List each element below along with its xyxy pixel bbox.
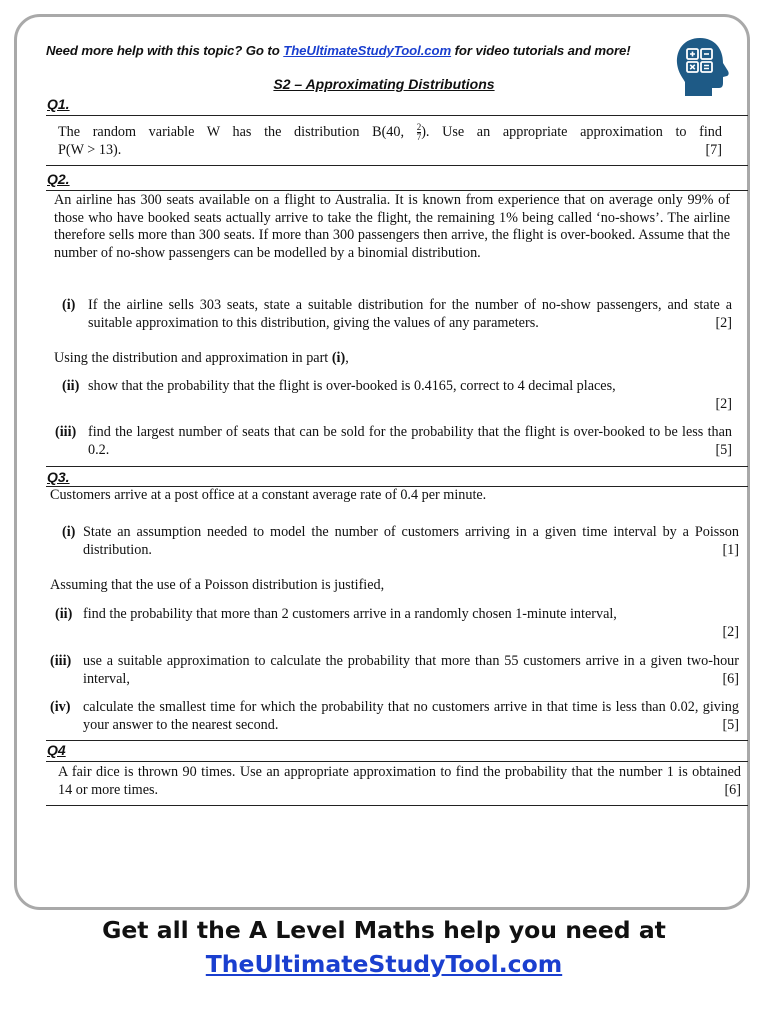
worksheet-title: S2 – Approximating Distributions	[273, 76, 495, 92]
q3-part-iii	[50, 653, 739, 689]
q4-marks: [6]	[724, 781, 741, 798]
q3-iii-number: (iii)	[50, 653, 72, 669]
q2-iii-marks: [5]	[715, 441, 732, 458]
q3-ii-number: (ii)	[55, 606, 73, 622]
q3-label: Q3.	[47, 469, 70, 485]
q3-iv-text: calculate the smallest time for which the probability that no customers arrive in that time is less than 0.02, giving your answer to the nearest second.	[83, 699, 739, 733]
q2-intro: An airline has 300 seats available on a flight to Australia. It is known from experience that on average only 99% of those who have booked seats actually arrive to take the flight, the remaining 1% being called ‘no-shows’. The airline therefore sells more than 300 seats. If more than 300 passengers then arrive, the flight is over-booked. Assume that the number of no-show passengers can be modelled by a binomial distribution.	[54, 192, 730, 261]
q3-iv-marks: [5]	[722, 716, 739, 733]
q2-part-ii	[62, 378, 732, 414]
q2-iii-number: (iii)	[55, 424, 77, 440]
q1-text	[58, 123, 722, 160]
q4-text: A fair dice is thrown 90 times. Use an appropriate approximation to find the probability that the number 1 is obtained 14 or more times. [6]	[58, 764, 741, 798]
q4-label: Q4	[47, 742, 66, 758]
q2-label: Q2.	[47, 171, 70, 187]
q1-marks: [7]	[705, 142, 722, 158]
q2-i-marks: [2]	[715, 314, 732, 331]
q1-top-rule	[46, 115, 748, 116]
q1-line2: P(W > 13).	[58, 142, 122, 158]
q3-intro: Customers arrive at a post office at a constant average rate of 0.4 per minute.	[50, 487, 487, 503]
q2-ii-number: (ii)	[62, 378, 80, 394]
q2-i-number: (i)	[62, 297, 76, 313]
q3-part-i	[62, 524, 739, 560]
q2-bottom-rule	[46, 466, 748, 467]
help-banner	[46, 43, 686, 58]
q2-ii-text: show that the probability that the flight is over-booked is 0.4165, correct to 4 decimal places,	[88, 378, 616, 394]
q3-part-iv	[50, 699, 739, 735]
q2-part-i	[62, 297, 732, 333]
banner-link[interactable]: TheUltimateStudyTool.com	[283, 43, 452, 58]
q4-bottom-rule	[46, 805, 748, 806]
q1-text-a: The random variable W has the distribution B(40,	[58, 123, 417, 140]
q2-part-iii	[55, 424, 732, 460]
q3-i-number: (i)	[62, 524, 76, 540]
q1-fraction: $\frac{2}{7}$	[416, 122, 422, 142]
q3-iii-marks: [6]	[722, 670, 739, 687]
q3-i-marks: [1]	[722, 541, 739, 558]
q3-i-text: State an assumption needed to model the number of customers arriving in a given time interval by a Poisson distribution.	[83, 524, 739, 558]
q3-ii-marks: [2]	[722, 623, 739, 640]
q1-label: Q1.	[47, 96, 70, 112]
q3-iv-number: (iv)	[50, 699, 71, 715]
q3-part-ii	[55, 606, 739, 642]
q3-ii-text: find the probability that more than 2 customers arrive in a randomly chosen 1-minute interval,	[83, 606, 617, 622]
banner-suffix: for video tutorials and more!	[451, 43, 631, 58]
footer-tagline: Get all the A Level Maths help you need at	[102, 916, 666, 944]
q2-iii-text: find the largest number of seats that can be sold for the probability that the flight is over-booked to be less than 0.2.	[88, 424, 732, 458]
q2-ii-marks: [2]	[715, 395, 732, 412]
banner-prefix: Need more help with this topic? Go to	[46, 43, 284, 58]
q2-i-text: If the airline sells 303 seats, state a suitable distribution for the number of no-show passengers, and state a suitable approximation to this distribution, giving the values of any parameters.	[88, 297, 732, 331]
q1-bottom-rule	[46, 165, 748, 166]
q2-top-rule	[46, 190, 748, 191]
q3-assuming: Assuming that the use of a Poisson distribution is justified,	[50, 577, 385, 593]
footer-link[interactable]: TheUltimateStudyTool.com	[205, 950, 563, 978]
q1-text-b: ). Use an appropriate approximation to find	[421, 123, 722, 140]
q3-iii-text: use a suitable approximation to calculate the probability that more than 55 customers arrive in a given two-hour interval,	[83, 653, 739, 687]
q3-bottom-rule	[46, 740, 748, 741]
q2-using: Using the distribution and approximation in part (i),	[54, 350, 349, 366]
q4-top-rule	[46, 761, 748, 762]
